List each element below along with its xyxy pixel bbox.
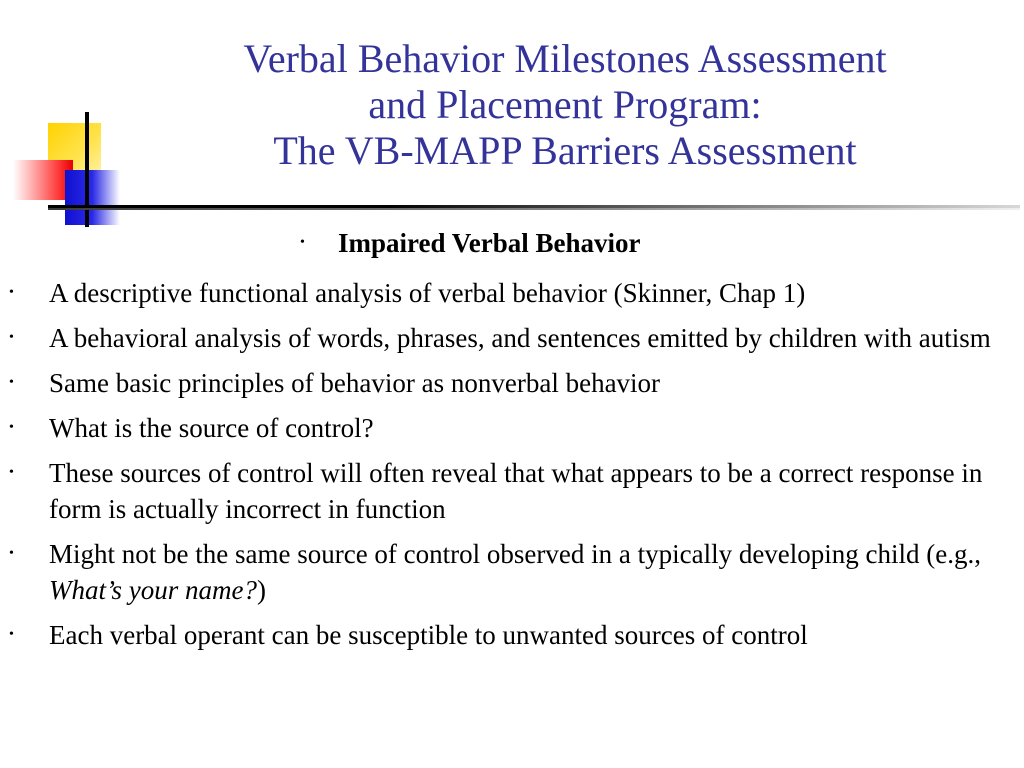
bullet-text-after: ) [256, 575, 266, 605]
bullet-item-5 [0, 455, 1024, 527]
bullet-text-before: Might not be the same source of control observed in a typically developing child (e.g., [49, 539, 982, 569]
bullet-glyph: • [9, 420, 14, 435]
bullet-glyph: • [9, 627, 14, 642]
bullet-glyph: • [9, 546, 14, 561]
bullet-glyph: • [9, 465, 14, 480]
subheading-text: Impaired Verbal Behavior [338, 228, 641, 258]
title-line-3: The VB-MAPP Barriers Assessment [273, 128, 857, 173]
bullet-text: Same basic principles of behavior as nonverbal behavior [49, 368, 661, 398]
logo-red-square [13, 160, 73, 200]
slide-title [150, 36, 980, 174]
bullet-glyph: • [9, 285, 14, 300]
bullet-item-7 [0, 617, 1024, 653]
bullet-item-6 [0, 536, 1024, 608]
bullet-text: A behavioral analysis of words, phrases, and sentences emitted by children with autism [49, 323, 991, 353]
bullet-glyph: • [300, 234, 305, 250]
bullet-glyph: • [9, 330, 14, 345]
decorative-logo [0, 0, 160, 240]
bullet-text [49, 539, 981, 605]
bullet-glyph: • [9, 375, 14, 390]
bullet-item-1 [0, 275, 1024, 311]
bullet-item-4 [0, 410, 1024, 446]
bullet-list [0, 275, 1024, 662]
title-underline-shadow [48, 208, 1020, 210]
logo-blue-square [65, 170, 120, 225]
title-line-1: Verbal Behavior Milestones Assessment [243, 36, 887, 81]
bullet-text: These sources of control will often reveal that what appears to be a correct response in form is actually incorrect in function [49, 458, 983, 524]
bullet-text: A descriptive functional analysis of verbal behavior (Skinner, Chap 1) [49, 278, 806, 308]
title-line-2: and Placement Program: [368, 82, 762, 127]
bullet-item-3 [0, 365, 1024, 401]
bullet-text-italic: What’s your name? [49, 575, 257, 605]
bullet-text: Each verbal operant can be susceptible to unwanted sources of control [49, 620, 808, 650]
bullet-item-2 [0, 320, 1024, 356]
bullet-text: What is the source of control? [49, 413, 374, 443]
subheading [300, 228, 641, 259]
